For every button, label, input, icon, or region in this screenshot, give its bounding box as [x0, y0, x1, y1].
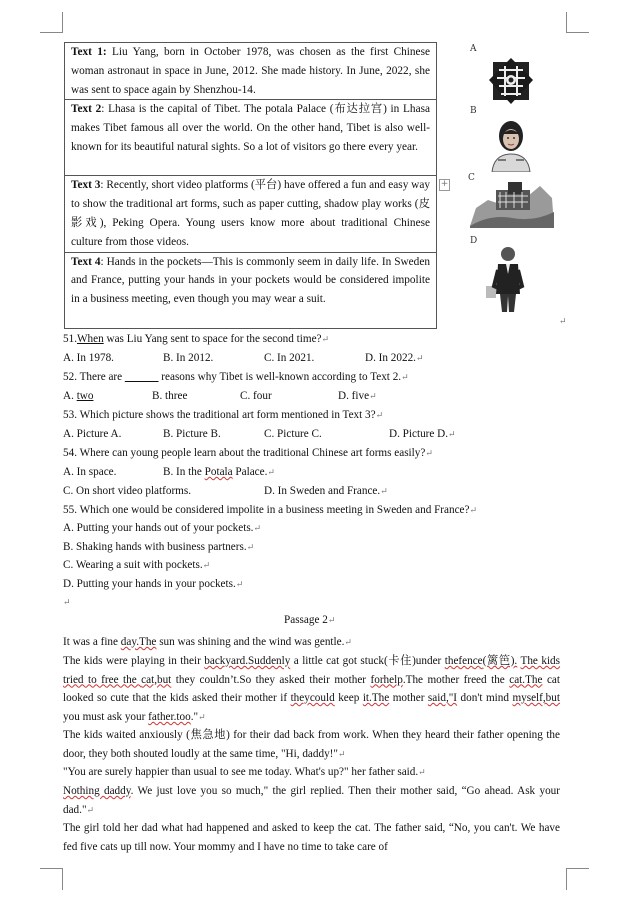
q54-option-d: [264, 485, 388, 497]
paragraph-mark: ↵: [253, 523, 262, 533]
paragraph-mark: ↵: [63, 597, 71, 607]
q53-option-d: [389, 428, 456, 440]
question-stem: 54. Where can young people learn about the traditional Chinese art forms easily?: [63, 447, 426, 459]
paragraph-mark: ↵: [559, 316, 567, 326]
text-run: .The mother freed the: [402, 673, 510, 686]
q55-option-b: [63, 541, 254, 553]
empty-paragraph: [63, 596, 71, 608]
paragraph-mark: ↵: [246, 542, 255, 552]
option-text: Palace.: [232, 466, 268, 478]
q55-option-a: [63, 522, 261, 534]
passage-paragraph-4: [63, 763, 560, 782]
paragraph-mark: ↵: [448, 429, 456, 439]
option-text: A. Putting your hands out of your pockets.: [63, 522, 254, 534]
option-text: C. Wearing a suit with pockets.: [63, 559, 203, 571]
option-text: D. Putting your hands in your pockets.: [63, 578, 236, 590]
text-run: . We just love you so much," the girl replied. Then their mother said, “Go ahead. Ask your dad.": [63, 785, 560, 816]
option-text: D. In Sweden and France.: [264, 485, 381, 497]
text-run: .": [190, 710, 199, 723]
text-run: they couldn’t.: [171, 673, 240, 686]
option-text: D. five: [338, 390, 370, 402]
text-run: The kids were playing in their: [63, 655, 205, 667]
q52-option-d: [338, 390, 377, 402]
q54-option-a: A. In space.: [63, 466, 117, 478]
question-keyword: When: [76, 333, 104, 345]
text-run: it.The: [362, 692, 390, 705]
paragraph-mark: ↵: [321, 334, 330, 344]
text-run: theycould: [290, 692, 335, 705]
crop-mark: [40, 32, 62, 33]
q51-option-c: C. In 2021.: [264, 352, 315, 364]
potala-palace-icon: [470, 178, 554, 228]
paragraph-mark: ↵: [327, 615, 336, 625]
table-add-row-button[interactable]: +: [440, 179, 449, 189]
option-text: A.: [63, 390, 77, 402]
q52-option-c: C. four: [240, 390, 272, 402]
text-run: The kids waited anxiously (焦急地) for their dad back from work. When they heard their father opening the door, they both shouted loudly at the same time, "Hi, daddy!": [63, 729, 560, 760]
text-run: day.The: [120, 636, 157, 648]
question-52: [63, 371, 409, 383]
question-number: 51.: [63, 333, 77, 345]
crop-mark: [62, 868, 63, 890]
paragraph-mark: ↵: [375, 410, 384, 420]
man-in-suit-icon: [486, 240, 526, 314]
crop-mark: [566, 868, 567, 890]
text-run: Nothing daddy: [63, 785, 131, 797]
paragraph-mark: ↵: [418, 767, 426, 777]
text-3-cell: [65, 176, 437, 252]
q51-option-a: A. In 1978.: [63, 352, 114, 364]
option-text: B. Shaking hands with business partners.: [63, 541, 247, 553]
passage-paragraph-6: [63, 819, 560, 856]
paragraph-mark: ↵: [86, 804, 95, 815]
paragraph-mark: ↵: [337, 748, 346, 759]
text-label: Text 3: [71, 179, 101, 192]
paragraph-mark: ↵: [401, 372, 409, 382]
text-run: "You are surely happier than usual to see me today. What's up?" her father said.: [63, 766, 419, 778]
option-text: D. In 2022.: [365, 352, 416, 364]
text-body: : Recently, short video platforms (平台) have offered a fun and easy way to show the traditional art forms, such as paper cutting, shadow play works (皮影戏), Peking Opera. Young users know more about traditional Chinese culture from those videos.: [71, 179, 430, 248]
text-label: Text 2: [71, 103, 102, 116]
paragraph-mark: ↵: [469, 505, 478, 515]
text-run: The girl told her dad what had happened and asked to keep the cat. The father said, “No, you can't. We have fed five cats up till now. Your mommy and I have no time to take care of: [63, 822, 560, 853]
text-run: The kids tried to free the: [63, 655, 560, 686]
paragraph-mark: ↵: [425, 448, 433, 458]
text-2-cell: [65, 100, 437, 176]
crop-mark: [567, 868, 589, 869]
paragraph-mark: ↵: [235, 579, 244, 589]
text-run: a little cat got stuck(卡住)under: [290, 655, 445, 667]
paper-cutting-icon: [483, 56, 539, 106]
crop-mark: [566, 12, 567, 33]
text-run: father.too: [148, 710, 191, 723]
text-run: cat.The: [509, 673, 543, 686]
q51-option-b: B. In 2012.: [163, 352, 214, 364]
q53-option-b: B. Picture B.: [163, 428, 221, 440]
q52-option-b: B. three: [152, 390, 188, 402]
question-stem: 52. There are: [63, 371, 125, 383]
text-run: (篱笆).: [482, 655, 518, 667]
text-run: don't mind: [457, 692, 513, 705]
passage-paragraph-2: [63, 652, 560, 726]
paragraph-mark: ↵: [267, 467, 275, 477]
option-text: two: [76, 390, 94, 402]
paragraph-mark: ↵: [198, 711, 206, 722]
option-text: Potala: [204, 466, 233, 478]
picture-label-b: B: [470, 106, 477, 116]
question-stem: 53. Which picture shows the traditional art form mentioned in Text 3?: [63, 409, 376, 421]
text-body: : Lhasa is the capital of Tibet. The potala Palace (布达拉宫) in Lhasa makes Tibet famous all over the world. On the other hand, Tibet is also well-known for its beautiful natural sights. So a lot of visitors go there every year.: [71, 103, 430, 153]
q52-option-a: [63, 390, 93, 402]
crop-mark: [40, 868, 62, 869]
question-51: [63, 333, 329, 345]
text-run: So they asked their mother: [239, 673, 371, 686]
passage-paragraph-1: [63, 633, 560, 652]
paragraph-mark: ↵: [202, 560, 211, 570]
picture-label-c: C: [468, 173, 475, 183]
text-label: Text 1:: [71, 46, 107, 58]
question-55: [63, 504, 477, 516]
paragraph-mark: ↵: [415, 353, 424, 363]
text-body: Liu Yang, born in October 1978, was chosen as the first Chinese woman astronaut in space in June, 2012. She made history. In June, 2022, she was sent to space again by Shenzhou-14.: [71, 46, 430, 96]
q53-option-a: A. Picture A.: [63, 428, 122, 440]
q51-option-d: [365, 352, 424, 364]
question-stem: was Liu Yang sent to space for the second time?: [103, 333, 322, 345]
question-53: [63, 409, 383, 421]
texts-table: [64, 42, 437, 329]
passage-paragraph-5: [63, 782, 560, 819]
text-1-cell: [65, 43, 437, 100]
paragraph-mark: ↵: [380, 486, 388, 496]
q55-option-d: [63, 578, 243, 590]
text-run: cat,but: [141, 673, 172, 686]
crop-mark: [567, 32, 589, 33]
answer-blank: ______: [124, 371, 159, 383]
text-run: mother: [389, 692, 428, 705]
text-body: : Hands in the pockets—This is commonly seem in daily life. In Sweden and France, putting your hands in your pockets would be considered impolite in a business meeting, even though you may wear a suit.: [71, 255, 430, 306]
q54-option-b: [163, 466, 275, 478]
passage-title: [284, 614, 335, 626]
text-run: keep: [334, 692, 363, 705]
question-stem: reasons why Tibet is well-known according to Text 2.: [158, 371, 402, 383]
text-run: said,"I: [427, 692, 458, 705]
text-run: myself,but: [512, 692, 560, 705]
passage-paragraph-3: [63, 726, 560, 763]
astronaut-icon: [488, 114, 534, 172]
text-run: cat looked so cute that the kids asked their mother if: [63, 673, 560, 705]
text-run: sun was shining and the wind was gentle.: [156, 636, 345, 648]
picture-label-d: D: [470, 236, 478, 246]
question-54: [63, 447, 433, 459]
text-label: Text 4: [71, 255, 101, 268]
paragraph-mark: ↵: [369, 391, 377, 401]
q53-option-c: C. Picture C.: [264, 428, 322, 440]
title-text: Passage 2: [284, 614, 328, 626]
text-run: It was a fine: [63, 636, 121, 648]
question-stem: 55. Which one would be considered impolite in a business meeting in Sweden and France?: [63, 504, 470, 516]
option-text: B. In the: [163, 466, 205, 478]
paragraph-mark: ↵: [344, 637, 352, 647]
crop-mark: [62, 12, 63, 33]
text-run: forhelp: [370, 673, 403, 686]
text-4-cell: [65, 252, 437, 328]
q54-option-c: C. On short video platforms.: [63, 485, 192, 497]
text-run: you must ask your: [63, 710, 149, 723]
q55-option-c: [63, 559, 210, 571]
option-text: D. Picture D.: [389, 428, 449, 440]
picture-label-a: A: [470, 44, 477, 54]
text-run: backyard.Suddenly: [204, 655, 291, 667]
text-run: thefence: [444, 655, 483, 667]
